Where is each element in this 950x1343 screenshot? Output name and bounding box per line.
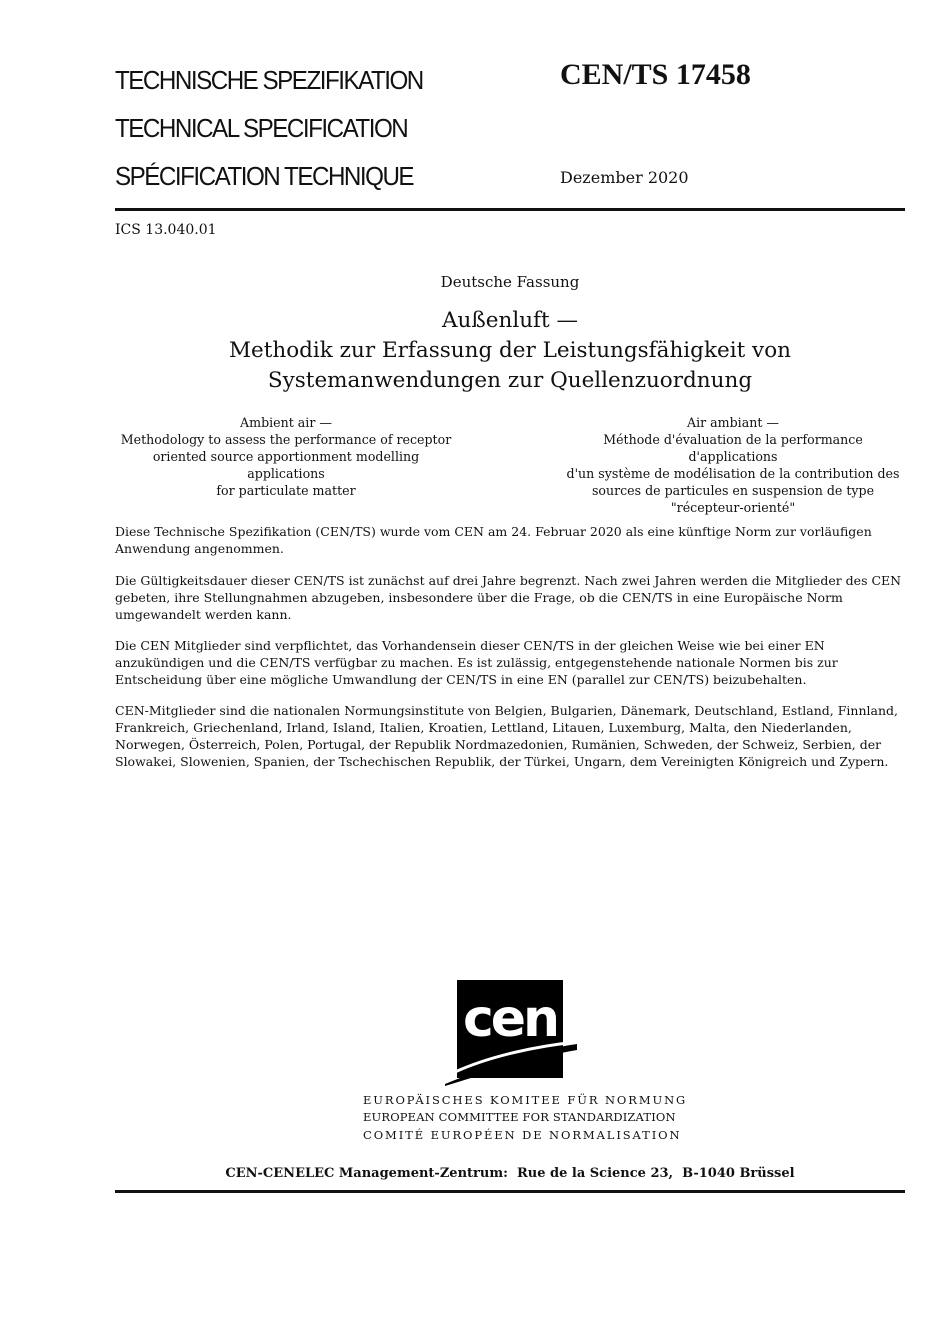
standard-number: CEN/TS 17458 <box>560 58 751 91</box>
document-title <box>115 306 905 396</box>
french-title <box>560 414 906 516</box>
spec-title-en: TECHNICAL SPECIFICATION <box>115 113 408 143</box>
committee-de: EUROPÄISCHES KOMITEE FÜR NORMUNG <box>363 1093 688 1107</box>
french-title-line: sources de particules en suspension de type <box>591 483 875 498</box>
paragraph-members: CEN-Mitglieder sind die nationalen Normungsinstitute von Belgien, Bulgarien, Dänemark, Deutschland, Estland, Finnland, Frankreich, Griechenland, Irland, Island, Italien, Kroatien, Lettland, Litauen, Luxemburg, Malta, den Niederlanden, Norwegen, Österreich, Polen, Portugal, der Republik Nordmazedonien, Rumänien, Schweden, der Schweiz, Serbien, der Slowakei, Slowenien, Spanien, der Tschechischen Republik, der Türkei, Ungarn, dem Vereinigten Königreich und Zypern. <box>115 703 898 769</box>
cen-logo-text: cen <box>462 989 558 1049</box>
footer-divider <box>115 1190 905 1193</box>
header-divider <box>115 208 905 211</box>
french-title-line: Méthode d'évaluation de la performance d'applications <box>603 432 863 464</box>
paragraph-obligations: Die CEN Mitglieder sind verpflichtet, das Vorhandensein dieser CEN/TS in der gleichen Weise wie bei einer EN anzukündigen und die CEN/TS verfügbar zu machen. Es ist zulässig, entgegenstehende nationale Normen bis zur Entscheidung über eine mögliche Umwandlung der CEN/TS in eine EN (parallel zur CEN/TS) beizubehalten. <box>115 638 838 687</box>
paragraph-adoption: Diese Technische Spezifikation (CEN/TS) wurde vom CEN am 24. Februar 2020 als eine künftige Norm zur vorläufigen Anwendung angenommen. <box>115 524 872 556</box>
title-line: Außenluft — <box>442 308 578 333</box>
spec-title-fr: SPÉCIFICATION TECHNIQUE <box>115 161 414 191</box>
english-title-line: Ambient air — <box>240 415 332 430</box>
committee-en: EUROPEAN COMMITTEE FOR STANDARDIZATION <box>363 1110 676 1124</box>
committee-fr: COMITÉ EUROPÉEN DE NORMALISATION <box>363 1128 682 1142</box>
english-title-line: Methodology to assess the performance of receptor <box>120 432 452 447</box>
title-line: Systemanwendungen zur Quellenzuordnung <box>267 368 753 393</box>
version-label: Deutsche Fassung <box>440 273 580 291</box>
english-title-line: for particulate matter <box>216 483 356 498</box>
ics-code: ICS 13.040.01 <box>115 222 217 238</box>
english-title-line: oriented source apportionment modelling applications <box>152 449 420 481</box>
management-centre-address: CEN-CENELEC Management-Zentrum: Rue de la Science 23, B-1040 Brüssel <box>225 1166 795 1181</box>
cen-logo-icon <box>445 980 577 1086</box>
spec-title-de: TECHNISCHE SPEZIFIKATION <box>115 65 423 95</box>
french-title-line: d'un système de modélisation de la contribution des <box>566 466 900 481</box>
english-title <box>115 414 457 499</box>
title-line: Methodik zur Erfassung der Leistungsfähigkeit von <box>228 338 791 363</box>
publication-date: Dezember 2020 <box>560 168 689 187</box>
french-title-line: Air ambiant — <box>687 415 779 430</box>
paragraph-validity: Die Gültigkeitsdauer dieser CEN/TS ist zunächst auf drei Jahre begrenzt. Nach zwei Jahren werden die Mitglieder des CEN gebeten, ihre Stellungnahmen abzugeben, insbesondere über die Frage, ob die CEN/TS in eine Europäische Norm umgewandelt werden kann. <box>115 573 902 622</box>
french-title-line: "récepteur-orienté" <box>670 500 796 515</box>
